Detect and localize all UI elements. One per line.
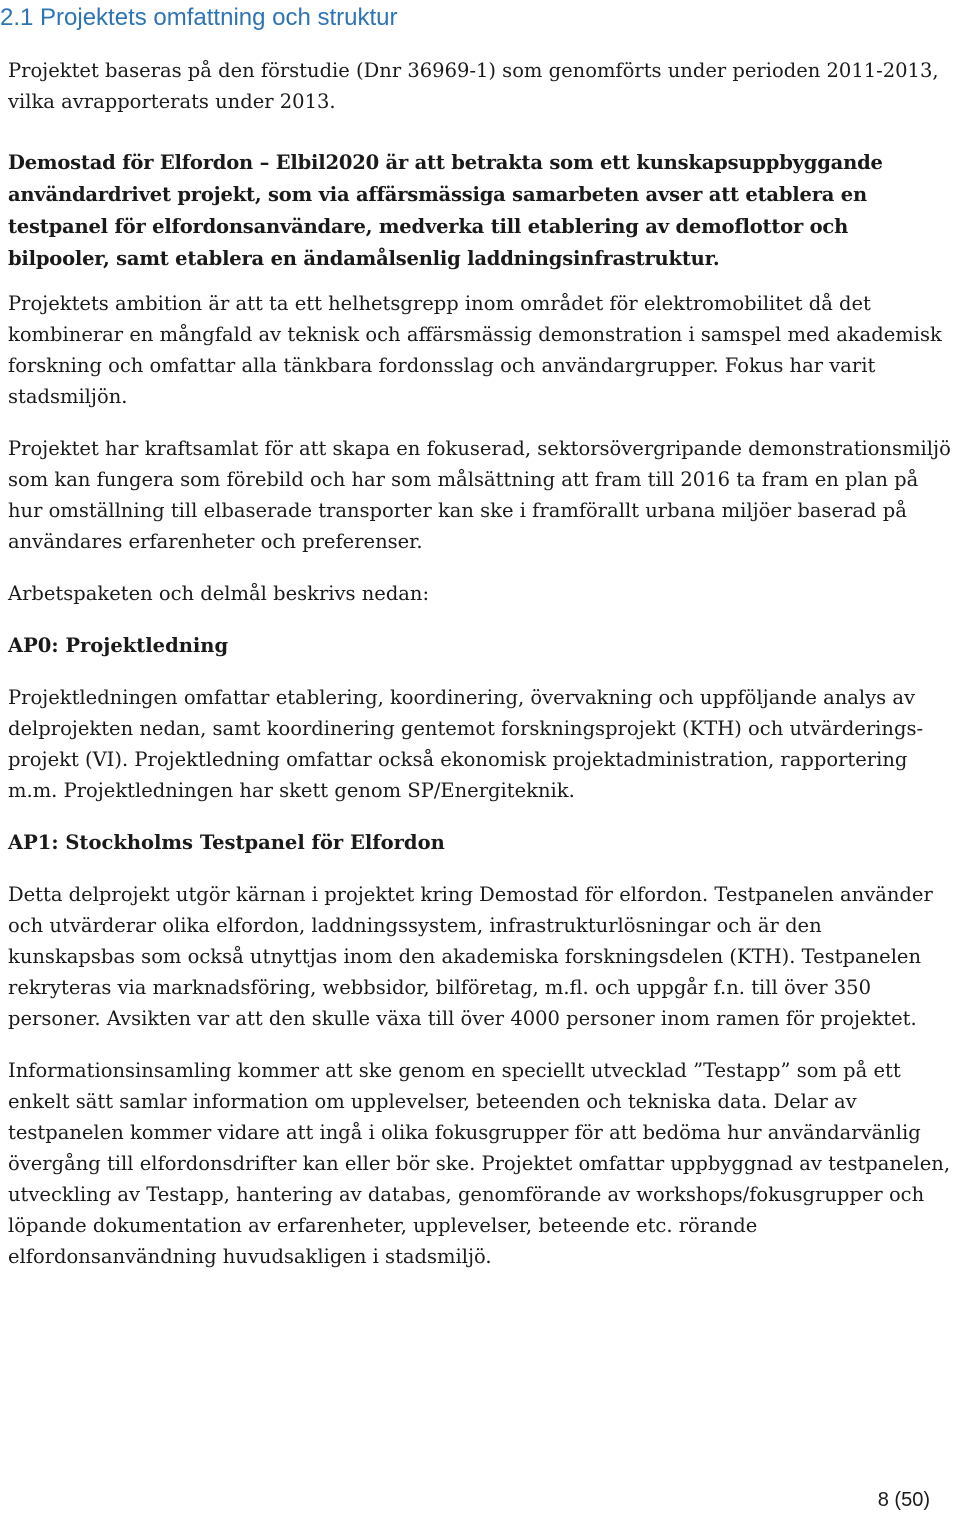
- section-heading: 2.1 Projektets omfattning och struktur: [0, 4, 398, 31]
- ap1-paragraph-1: Detta delprojekt utgör kärnan i projektet kring Demostad för elfordon. Testpanelen använder och utvärderar olika elfordon, laddningssystem, infrastrukturlösningar och är den kunskapsbas som också utnyttjas inom den akademiska forskningsdelen (KTH). Testpanelen rekryteras via marknadsföring, webbsidor, bilföretag, m.fl. och uppgår f.n. till över 350 personer. Avsikten var att den skulle växa till över 4000 personer inom ramen för projektet.: [8, 883, 933, 1030]
- page-number: 8 (50): [877, 1489, 930, 1511]
- intro-paragraph: Projektet baseras på den förstudie (Dnr 36969-1) som genomförts under perioden 2011-2013, vilka avrapporterats under 2013.: [8, 59, 939, 113]
- ambition-paragraph: Projektets ambition är att ta ett helhetsgrepp inom området för elektromobilitet då det kombinerar en mångfald av teknisk och affärsmässig demonstration i samspel med akademisk forskning och omfattar alla tänkbara fordonsslag och användargrupper. Fokus har varit stadsmiljön.: [8, 292, 942, 408]
- ap1-paragraph-2: Informationsinsamling kommer att ske genom en speciellt utvecklad ”Testapp” som på ett enkelt sätt samlar information om upplevelser, beteenden och tekniska data. Delar av testpanelen kommer vidare att ingå i olika fokusgrupper för att bedöma hur användarvänlig övergång till elfordonsdrifter kan eller bör ske. Projektet omfattar uppbyggnad av testpanelen, utveckling av Testapp, hantering av databas, genomförande av workshops/fokusgrupper och löpande dokumentation av erfarenheter, upplevelser, beteende etc. rörande elfordonsanvändning huvudsakligen i stadsmiljö.: [8, 1059, 951, 1268]
- summary-paragraph: Demostad för Elfordon – Elbil2020 är att betrakta som ett kunskapsuppbyggande användardrivet projekt, som via affärsmässiga samarbeten avser att etablera en testpanel för elfordonsanvändare, medverka till etablering av demoflottor och bilpooler, samt etablera en ändamålsenlig laddningsinfrastruktur.: [8, 151, 883, 270]
- ap0-heading: AP0: Projektledning: [8, 634, 229, 657]
- ap1-heading: AP1: Stockholms Testpanel för Elfordon: [8, 831, 445, 854]
- focus-paragraph: Projektet har kraftsamlat för att skapa en fokuserad, sektorsövergripande demonstrationsmiljö som kan fungera som förebild och har som målsättning att fram till 2016 ta fram en plan på hur omställning till elbaserade transporter kan ske i framförallt urbana miljöer baserad på användares erfarenheter och preferenser.: [8, 437, 951, 553]
- work-packages-intro: Arbetspaketen och delmål beskrivs nedan:: [8, 582, 430, 605]
- ap0-paragraph: Projektledningen omfattar etablering, koordinering, övervakning och uppföljande analys av delprojekten nedan, samt koordinering gentemot forskningsprojekt (KTH) och utvärderings-projekt (VI). Projektledning omfattar också ekonomisk projektadministration, rapportering m.m. Projektledningen har skett genom SP/Energiteknik.: [8, 686, 924, 802]
